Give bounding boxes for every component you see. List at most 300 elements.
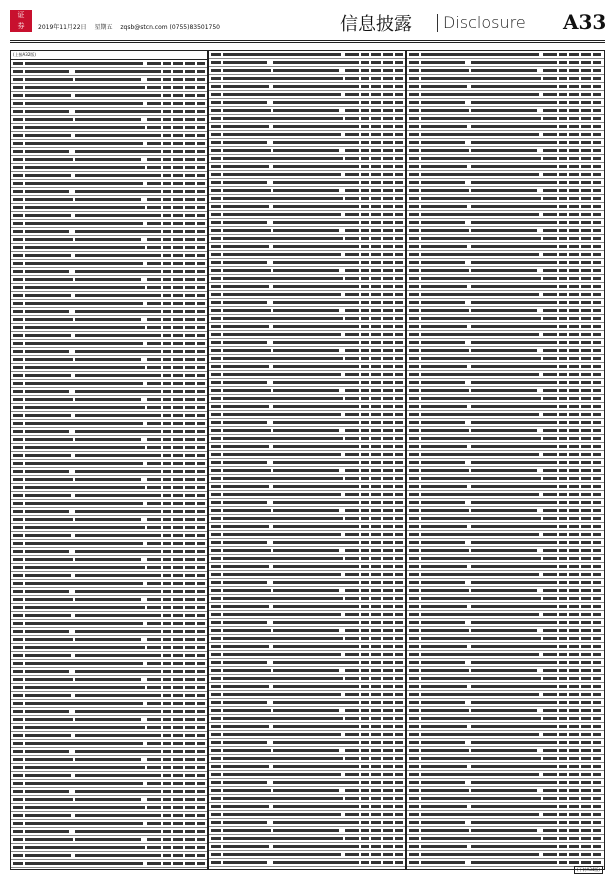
table-cell xyxy=(361,317,369,320)
table-row xyxy=(11,836,207,844)
table-cell xyxy=(13,398,23,401)
table-cell xyxy=(569,837,579,840)
table-row xyxy=(11,68,207,76)
table-cell xyxy=(25,422,75,425)
table-cell xyxy=(371,621,381,624)
table-cell xyxy=(559,285,567,288)
table-row xyxy=(209,75,405,83)
table-cell xyxy=(173,830,183,833)
table-cell xyxy=(163,686,171,689)
table-cell xyxy=(13,110,23,113)
table-cell xyxy=(471,485,545,488)
table-cell xyxy=(273,445,347,448)
table-cell xyxy=(371,213,381,216)
table-cell xyxy=(543,197,557,200)
table-row xyxy=(209,411,405,419)
table-row xyxy=(11,420,207,428)
table-cell xyxy=(371,581,381,584)
table-cell xyxy=(211,741,221,744)
table-row xyxy=(407,755,604,763)
table-cell xyxy=(273,525,347,528)
table-cell xyxy=(197,390,205,393)
table-cell xyxy=(75,294,149,297)
table-row xyxy=(11,284,207,292)
table-cell xyxy=(543,621,557,624)
table-row xyxy=(407,315,604,323)
table-cell xyxy=(383,749,393,752)
table-cell xyxy=(185,790,195,793)
table-cell xyxy=(147,462,161,465)
table-cell xyxy=(371,509,381,512)
table-cell xyxy=(409,85,419,88)
table-cell xyxy=(361,773,369,776)
table-cell xyxy=(569,301,579,304)
table-cell xyxy=(75,270,147,273)
table-cell xyxy=(581,245,591,248)
table-cell xyxy=(25,822,75,825)
table-cell xyxy=(409,325,419,328)
table-cell xyxy=(569,485,579,488)
table-cell xyxy=(471,213,539,216)
table-cell xyxy=(383,101,393,104)
table-row xyxy=(11,268,207,276)
table-cell xyxy=(25,278,73,281)
table-cell xyxy=(185,230,195,233)
table-cell xyxy=(147,678,161,681)
table-cell xyxy=(185,550,195,553)
table-row xyxy=(209,339,405,347)
table-cell xyxy=(569,637,579,640)
table-cell xyxy=(471,789,537,792)
table-row xyxy=(11,116,207,124)
table-cell xyxy=(75,342,143,345)
logo-char-1: 证 xyxy=(17,11,25,19)
table-cell xyxy=(559,501,567,504)
table-cell xyxy=(543,589,557,592)
table-row xyxy=(11,204,207,212)
table-cell xyxy=(593,589,601,592)
table-cell xyxy=(147,478,161,481)
table-cell xyxy=(163,726,171,729)
table-row xyxy=(209,683,405,691)
table-cell xyxy=(471,509,537,512)
table-cell xyxy=(173,622,183,625)
table-cell xyxy=(173,206,183,209)
table-cell xyxy=(13,542,23,545)
table-cell xyxy=(543,189,557,192)
table-cell xyxy=(147,438,161,441)
table-cell xyxy=(361,749,369,752)
table-cell xyxy=(345,701,359,704)
table-cell xyxy=(559,693,567,696)
table-cell xyxy=(543,61,557,64)
table-cell xyxy=(543,701,557,704)
table-cell xyxy=(163,222,171,225)
table-cell xyxy=(173,462,183,465)
table-cell xyxy=(409,109,419,112)
table-cell xyxy=(147,854,161,857)
table-cell xyxy=(569,597,579,600)
table-cell xyxy=(197,78,205,81)
table-row xyxy=(209,707,405,715)
table-cell xyxy=(569,141,579,144)
table-cell xyxy=(75,198,141,201)
table-cell xyxy=(371,429,381,432)
table-row xyxy=(407,835,604,843)
table-cell xyxy=(559,429,567,432)
table-cell xyxy=(25,454,71,457)
table-cell xyxy=(371,237,381,240)
table-cell xyxy=(163,430,171,433)
table-row xyxy=(407,267,604,275)
table-cell xyxy=(543,573,557,576)
table-cell xyxy=(345,629,359,632)
continued-to-label: (下转A34版) xyxy=(574,866,603,874)
table-cell xyxy=(345,181,359,184)
table-cell xyxy=(25,174,71,177)
table-row xyxy=(209,491,405,499)
table-cell xyxy=(197,526,205,529)
table-cell xyxy=(395,453,403,456)
table-row xyxy=(407,723,604,731)
table-cell xyxy=(543,725,557,728)
table-cell xyxy=(593,269,601,272)
table-cell xyxy=(395,301,403,304)
table-cell xyxy=(13,430,23,433)
table-cell xyxy=(421,557,473,560)
table-cell xyxy=(147,182,161,185)
table-cell xyxy=(409,533,419,536)
table-cell xyxy=(559,309,567,312)
table-cell xyxy=(421,357,473,360)
table-cell xyxy=(593,77,601,80)
table-row xyxy=(407,563,604,571)
table-cell xyxy=(471,813,539,816)
table-cell xyxy=(197,710,205,713)
table-cell xyxy=(25,550,69,553)
table-cell xyxy=(197,558,205,561)
table-cell xyxy=(185,246,195,249)
table-cell xyxy=(543,709,557,712)
table-cell xyxy=(197,774,205,777)
table-cell xyxy=(471,165,545,168)
table-row xyxy=(11,676,207,684)
table-cell xyxy=(211,349,221,352)
table-cell xyxy=(471,365,545,368)
table-row xyxy=(11,636,207,644)
table-cell xyxy=(409,741,419,744)
table-cell xyxy=(409,285,419,288)
table-cell xyxy=(345,709,359,712)
table-cell xyxy=(25,782,75,785)
table-cell xyxy=(173,134,183,137)
table-cell xyxy=(581,853,591,856)
table-cell xyxy=(163,782,171,785)
table-cell xyxy=(223,269,271,272)
table-cell xyxy=(163,206,171,209)
table-cell xyxy=(471,421,543,424)
table-row xyxy=(209,419,405,427)
table-row xyxy=(407,611,604,619)
table-cell xyxy=(75,94,149,97)
table-cell xyxy=(173,358,183,361)
table-cell xyxy=(371,77,381,80)
table-cell xyxy=(395,797,403,800)
table-cell xyxy=(371,749,381,752)
table-cell xyxy=(185,142,195,145)
table-cell xyxy=(25,126,77,129)
table-cell xyxy=(163,302,171,305)
table-row xyxy=(11,148,207,156)
table-cell xyxy=(173,550,183,553)
table-cell xyxy=(471,389,537,392)
table-cell xyxy=(361,653,369,656)
table-cell xyxy=(421,749,469,752)
table-cell xyxy=(173,294,183,297)
table-cell xyxy=(421,53,471,56)
table-cell xyxy=(383,261,393,264)
table-cell xyxy=(13,150,23,153)
table-cell xyxy=(211,821,221,824)
table-cell xyxy=(361,693,369,696)
table-row xyxy=(407,819,604,827)
table-cell xyxy=(197,182,205,185)
table-cell xyxy=(25,518,73,521)
table-cell xyxy=(273,501,345,504)
table-row xyxy=(209,243,405,251)
table-row xyxy=(209,691,405,699)
table-cell xyxy=(25,286,77,289)
table-cell xyxy=(543,445,557,448)
table-cell xyxy=(383,69,393,72)
table-row xyxy=(209,507,405,515)
table-cell xyxy=(361,661,369,664)
table-cell xyxy=(147,646,161,649)
table-row xyxy=(11,356,207,364)
table-cell xyxy=(163,494,171,497)
table-cell xyxy=(471,397,541,400)
table-cell xyxy=(581,173,591,176)
table-cell xyxy=(543,341,557,344)
table-cell xyxy=(13,102,23,105)
table-cell xyxy=(593,93,601,96)
table-cell xyxy=(273,701,345,704)
table-cell xyxy=(421,821,465,824)
table-cell xyxy=(173,198,183,201)
table-cell xyxy=(559,221,567,224)
table-row xyxy=(209,835,405,843)
table-cell xyxy=(395,805,403,808)
newspaper-logo xyxy=(10,10,32,32)
table-cell xyxy=(25,446,77,449)
table-cell xyxy=(273,493,341,496)
table-cell xyxy=(185,654,195,657)
table-cell xyxy=(421,229,469,232)
table-row xyxy=(11,820,207,828)
table-cell xyxy=(197,406,205,409)
table-cell xyxy=(13,486,23,489)
table-cell xyxy=(25,366,77,369)
table-cell xyxy=(211,653,221,656)
table-cell xyxy=(13,726,23,729)
table-cell xyxy=(13,606,23,609)
table-cell xyxy=(75,462,143,465)
table-cell xyxy=(13,550,23,553)
table-cell xyxy=(173,246,183,249)
table-cell xyxy=(471,437,541,440)
table-cell xyxy=(197,334,205,337)
table-cell xyxy=(13,62,23,65)
table-cell xyxy=(371,453,381,456)
table-cell xyxy=(25,774,71,777)
table-cell xyxy=(543,549,557,552)
table-cell xyxy=(211,109,221,112)
table-row xyxy=(407,675,604,683)
table-cell xyxy=(371,701,381,704)
table-row xyxy=(11,580,207,588)
table-cell xyxy=(211,493,221,496)
table-cell xyxy=(223,357,275,360)
table-cell xyxy=(471,149,537,152)
table-cell xyxy=(197,366,205,369)
table-row xyxy=(407,811,604,819)
table-cell xyxy=(223,429,271,432)
table-cell xyxy=(147,318,161,321)
table-cell xyxy=(25,206,77,209)
table-cell xyxy=(361,301,369,304)
table-cell xyxy=(345,501,359,504)
table-cell xyxy=(273,85,347,88)
table-cell xyxy=(185,158,195,161)
table-cell xyxy=(559,805,567,808)
table-cell xyxy=(361,669,369,672)
table-cell xyxy=(185,622,195,625)
table-cell xyxy=(421,309,469,312)
table-cell xyxy=(25,94,71,97)
table-cell xyxy=(147,310,161,313)
table-cell xyxy=(25,198,73,201)
table-cell xyxy=(371,197,381,200)
table-cell xyxy=(581,837,591,840)
table-cell xyxy=(421,525,467,528)
table-cell xyxy=(569,853,579,856)
table-cell xyxy=(211,645,221,648)
table-cell xyxy=(163,566,171,569)
table-cell xyxy=(147,110,161,113)
table-cell xyxy=(163,326,171,329)
table-cell xyxy=(421,541,465,544)
table-row xyxy=(209,555,405,563)
table-cell xyxy=(395,749,403,752)
table-cell xyxy=(273,285,347,288)
table-cell xyxy=(163,734,171,737)
table-row xyxy=(209,723,405,731)
table-cell xyxy=(223,117,275,120)
table-cell xyxy=(163,438,171,441)
table-cell xyxy=(173,414,183,417)
table-cell xyxy=(383,293,393,296)
table-cell xyxy=(273,381,345,384)
table-cell xyxy=(371,229,381,232)
table-row xyxy=(407,259,604,267)
table-cell xyxy=(559,477,567,480)
table-cell xyxy=(371,381,381,384)
table-cell xyxy=(163,694,171,697)
table-cell xyxy=(163,454,171,457)
table-cell xyxy=(421,213,471,216)
table-cell xyxy=(581,733,591,736)
table-cell xyxy=(471,613,539,616)
table-cell xyxy=(581,509,591,512)
table-cell xyxy=(559,837,567,840)
table-cell xyxy=(361,253,369,256)
table-cell xyxy=(395,261,403,264)
table-cell xyxy=(345,517,359,520)
table-cell xyxy=(421,293,471,296)
table-cell xyxy=(559,861,567,864)
table-cell xyxy=(147,150,161,153)
table-cell xyxy=(409,461,419,464)
table-cell xyxy=(471,541,543,544)
table-cell xyxy=(75,334,149,337)
table-cell xyxy=(211,469,221,472)
table-cell xyxy=(223,61,267,64)
table-cell xyxy=(409,381,419,384)
table-cell xyxy=(223,229,271,232)
table-cell xyxy=(471,477,541,480)
table-cell xyxy=(185,542,195,545)
table-cell xyxy=(173,438,183,441)
table-cell xyxy=(13,734,23,737)
table-cell xyxy=(581,197,591,200)
table-cell xyxy=(581,861,591,864)
table-row xyxy=(209,91,405,99)
table-cell xyxy=(569,613,579,616)
table-cell xyxy=(185,102,195,105)
table-cell xyxy=(173,566,183,569)
table-cell xyxy=(75,830,147,833)
table-row xyxy=(11,524,207,532)
table-cell xyxy=(361,221,369,224)
table-cell xyxy=(273,133,341,136)
table-cell xyxy=(273,109,339,112)
table-cell xyxy=(75,782,143,785)
table-cell xyxy=(395,677,403,680)
table-cell xyxy=(409,445,419,448)
table-cell xyxy=(163,246,171,249)
table-cell xyxy=(75,478,141,481)
table-cell xyxy=(371,205,381,208)
table-cell xyxy=(581,205,591,208)
table-cell xyxy=(273,317,343,320)
table-row xyxy=(11,212,207,220)
table-cell xyxy=(173,814,183,817)
table-cell xyxy=(371,661,381,664)
table-cell xyxy=(211,613,221,616)
table-cell xyxy=(371,357,381,360)
table-cell xyxy=(409,61,419,64)
table-cell xyxy=(361,637,369,640)
table-row xyxy=(11,236,207,244)
table-cell xyxy=(163,374,171,377)
table-cell xyxy=(197,422,205,425)
table-cell xyxy=(147,830,161,833)
table-cell xyxy=(409,253,419,256)
table-cell xyxy=(75,518,141,521)
table-cell xyxy=(409,725,419,728)
table-cell xyxy=(75,142,143,145)
table-cell xyxy=(371,61,381,64)
